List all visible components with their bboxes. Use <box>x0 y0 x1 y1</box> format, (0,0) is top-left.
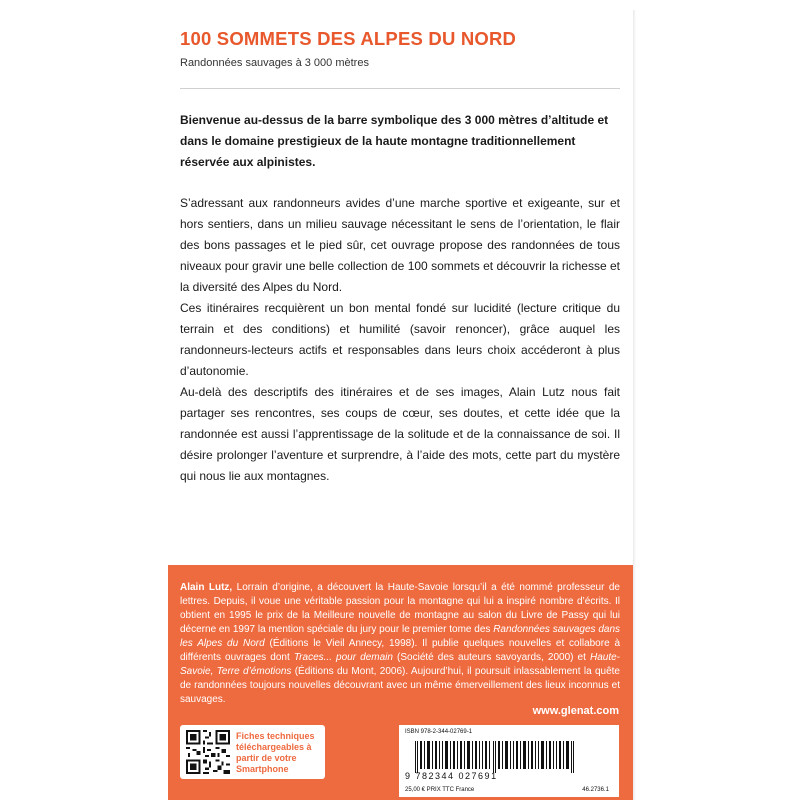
price: 25,00 € PRIX TTC France <box>405 787 475 793</box>
book-subtitle: Randonnées sauvages à 3 000 mètres <box>180 57 369 69</box>
author-name: Alain Lutz, <box>180 582 233 593</box>
body-paragraph: Ces itinéraires recquièrent un bon mental fondé sur lucidité (lecture critique du terrain et des conditions) et humilité (savoir renoncer), grâce auquel les randonneurs-lecteurs actifs et responsables dans leurs choix accéderont à plus d’autonomie. <box>180 301 620 378</box>
book-title: 100 SOMMETS DES ALPES DU NORD <box>180 28 517 49</box>
body-paragraph: Au-delà des descriptifs des itinéraires et de ses images, Alain Lutz nous fait partager ses rencontres, ses coups de cœur, ses doutes, et cette idée que la randonnée est aussi l’apprentissage de la solitude et de la connaissance de soi. Il désire prolonger l’aventure et surprendre, à l’aide des mots, cette part du mystère qui nous lie aux montagnes. <box>180 385 620 483</box>
barcode-number: 9 782344 027691 <box>405 771 498 781</box>
bio-text: (Société des auteurs savoyards, 2000) et <box>392 652 590 663</box>
bio-text: (Éditions le Vieil Annecy, 1998). Il publie quelques nouvelles et collabore à différents ouvrages dont <box>180 638 621 663</box>
author-panel <box>168 565 633 800</box>
bio-text: Lorrain d’origine, a découvert la Haute-Savoie lorsqu’il a été nommé professeur de lettres. Depuis, il voue une véritable passion pour la montagne qui lui a inspiré nombre d’écrits. Il obtient en 1995 le prix de la Meilleure nouvelle de montagne au salon du Livre de Passy qui lui décerne en 1997 la mention spéciale du jury pour le premier tome des <box>180 582 620 635</box>
qr-panel <box>180 725 325 779</box>
lead-paragraph: Bienvenue au-dessus de la barre symbolique des 3 000 mètres d’altitude et dans le domaine prestigieux de la haute montagne traditionnellement réservée aux alpinistes. <box>180 113 609 169</box>
blurb <box>180 110 620 487</box>
qr-code-icon[interactable] <box>186 730 230 774</box>
isbn: ISBN 978-2-344-02769-1 <box>405 729 473 735</box>
book-reference: Traces... pour demain <box>293 652 393 663</box>
barcode-icon <box>415 741 585 773</box>
body-paragraph: S’adressant aux randonneurs avides d’une marche sportive et exigeante, sur et hors sentiers, dans un milieu sauvage nécessitant le sens de l’orientation, le flair des bons passages et le pied sûr, cet ouvrage propose des randonnées de tous niveaux pour gravir une belle collection de 100 sommets et découvrir la richesse et la diversité des Alpes du Nord. <box>180 196 620 294</box>
cover-page <box>168 10 633 800</box>
book-reference: Randonnées sauvages dans les Alpes du Nord <box>180 624 621 649</box>
barcode-panel <box>399 725 619 797</box>
product-reference: 46.2736.1 <box>582 787 609 793</box>
header <box>180 28 620 70</box>
bio-text: (Éditions du Mont, 2006). Aujourd’hui, il poursuit inlassablement la quête de randonnées toujours nouvelles découvrant avec un même émerveillement des lieux inconnus et sauvages. <box>180 666 620 705</box>
author-bio <box>180 581 620 707</box>
book-reference: Haute-Savoie, Terre d’émotions <box>180 652 620 677</box>
page-edge-shadow <box>633 10 636 800</box>
header-divider <box>180 88 620 89</box>
qr-caption: Fiches techniques téléchargeables à partir de votre Smartphone <box>236 731 315 774</box>
publisher-website[interactable]: www.glenat.com <box>532 705 619 717</box>
